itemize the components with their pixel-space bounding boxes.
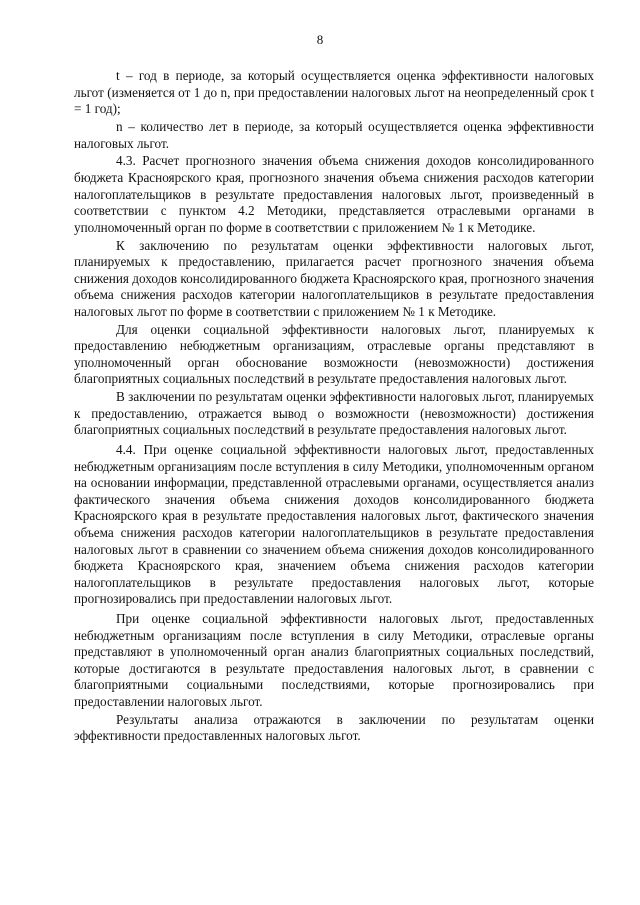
paragraph-social-efficiency-provided: При оценке социальной эффективности налоговых льгот, предоставленных небюджетным организациям после вступления в силу Методики, отраслевые органы представляют в уполномоченный орган анализ благоприятных социальных последствий, которые достигаются в результате предоставления налоговых льгот, в сравнении с благоприятными социальными последствиями, которые прогнозировались при предоставлении налоговых льгот. (74, 610, 594, 709)
paragraph-4-4: 4.4. При оценке социальной эффективности налоговых льгот, предоставленных небюджетным организациям после вступления в силу Методики, уполномоченным органом на основании информации, представленной отраслевыми органами, осуществляется анализ фактического значения объема снижения доходов консолидированного бюджета Красноярского края в результате предоставления налоговых льгот, фактического значения объема снижения расходов категории налогоплательщиков в результате предоставления налоговых льгот в сравнении со значением объема снижения доходов консолидированного бюджета Красноярского края, значением объема снижения расходов категории налогоплательщиков в результате предоставления налоговых льгот, которые прогнозировались при предоставлении налоговых льгот. (74, 442, 594, 607)
paragraph-conclusion-social: В заключении по результатам оценки эффективности налоговых льгот, планируемых к предоставлению, отражается вывод о возможности (невозможности) достижения благоприятных социальных последствий в результате предоставления налоговых льгот. (74, 389, 594, 438)
paragraph-conclusion-forecast: К заключению по результатам оценки эффективности налоговых льгот, планируемых к предоставлению, прилагается расчет прогнозного значения объема снижения доходов консолидированного бюджета Красноярского края, прогнозного значения объема снижения расходов категории налогоплательщиков в результате предоставления налоговых льгот по форме в соответствии с приложением № 1 к Методике. (74, 237, 594, 319)
paragraph-social-efficiency-planned: Для оценки социальной эффективности налоговых льгот, планируемых к предоставлению небюджетным организациям, отраслевые органы представляют в уполномоченный орган обоснование возможности (невозможности) достижения благоприятных социальных последствий в результате предоставления налоговых льгот. (74, 321, 594, 387)
document-body (74, 68, 594, 746)
page-number: 8 (316, 32, 324, 47)
paragraph-analysis-results: Результаты анализа отражаются в заключении по результатам оценки эффективности предоставленных налоговых льгот. (74, 711, 594, 744)
paragraph-n-definition: n – количество лет в периоде, за который осуществляется оценка эффективности налоговых льгот. (74, 118, 594, 151)
paragraph-4-3: 4.3. Расчет прогнозного значения объема снижения доходов консолидированного бюджета Красноярского края, прогнозного значения объема снижения расходов категории налогоплательщиков в результате предоставления налоговых льгот, произведенный в соответствии с пунктом 4.2 Методики, представляется отраслевыми органами в уполномоченный орган по форме в соответствии с приложением № 1 к Методике. (74, 153, 594, 235)
paragraph-t-definition: t – год в периоде, за который осуществляется оценка эффективности налоговых льгот (изменяется от 1 до n, при предоставлении налоговых льгот на неопределенный срок t = 1 год); (74, 68, 594, 117)
